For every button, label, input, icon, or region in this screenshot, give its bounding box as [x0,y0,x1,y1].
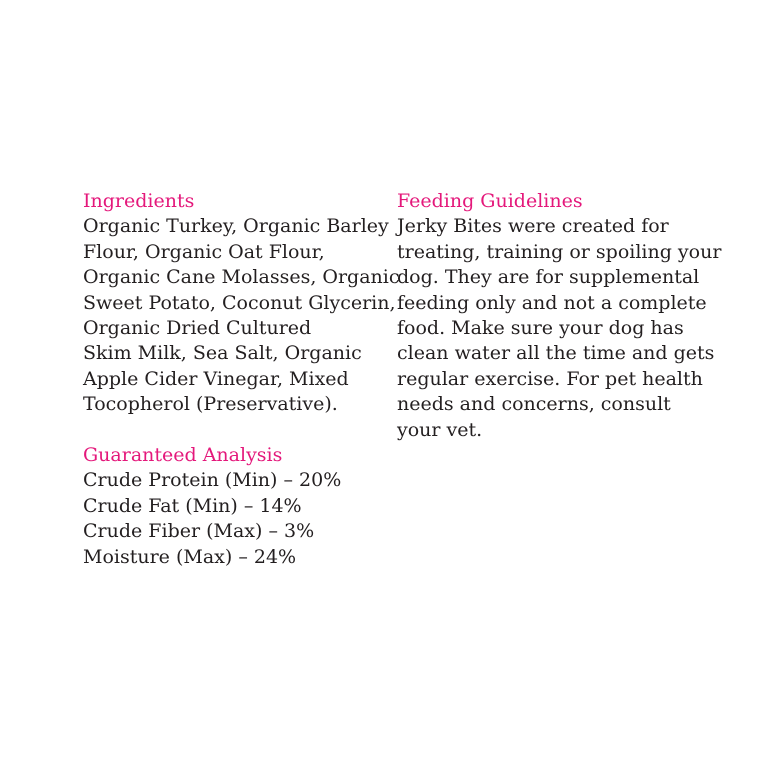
left-column [83,189,400,570]
feeding-line: feeding only and not a complete [397,291,707,314]
ingredients-text [83,214,400,417]
ingredients-line: Tocopherol (Preservative). [83,393,338,416]
ingredients-section [83,189,400,418]
analysis-item-crude-protein: Crude Protein (Min) – 20% [83,469,342,492]
guaranteed-analysis-list [83,468,373,570]
right-column [397,189,722,443]
ingredients-heading: Ingredients [83,190,195,212]
ingredients-line: Sweet Potato, Coconut Glycerin, [83,291,396,314]
feeding-line: regular exercise. For pet health [397,367,703,390]
ingredients-line: Flour, Organic Oat Flour, [83,240,325,263]
analysis-item-crude-fiber: Crude Fiber (Max) – 3% [83,520,315,543]
feeding-guidelines-text [397,214,722,443]
feeding-line: treating, training or spoiling your [397,240,722,263]
feeding-line: Jerky Bites were created for [397,215,669,238]
ingredients-line: Apple Cider Vinegar, Mixed [83,367,349,390]
guaranteed-analysis-heading: Guaranteed Analysis [83,444,283,467]
analysis-item-moisture: Moisture (Max) – 24% [83,545,297,568]
feeding-line: your vet. [397,418,483,441]
ingredients-line: Organic Turkey, Organic Barley [83,215,389,238]
analysis-item-crude-fat: Crude Fat (Min) – 14% [83,494,302,517]
feeding-line: clean water all the time and gets [397,342,715,365]
feeding-guidelines-section [397,189,722,443]
ingredients-line: Organic Cane Molasses, Organic [83,266,400,289]
feeding-guidelines-heading: Feeding Guidelines [397,190,583,212]
ingredients-line: Organic Dried Cultured [83,317,312,340]
feeding-line: needs and concerns, consult [397,393,671,416]
feeding-line: dog. They are for supplemental [397,266,700,289]
feeding-line: food. Make sure your dog has [397,317,684,340]
guaranteed-analysis-section [83,443,373,570]
section-spacer [83,418,373,443]
ingredients-line: Skim Milk, Sea Salt, Organic [83,342,362,365]
